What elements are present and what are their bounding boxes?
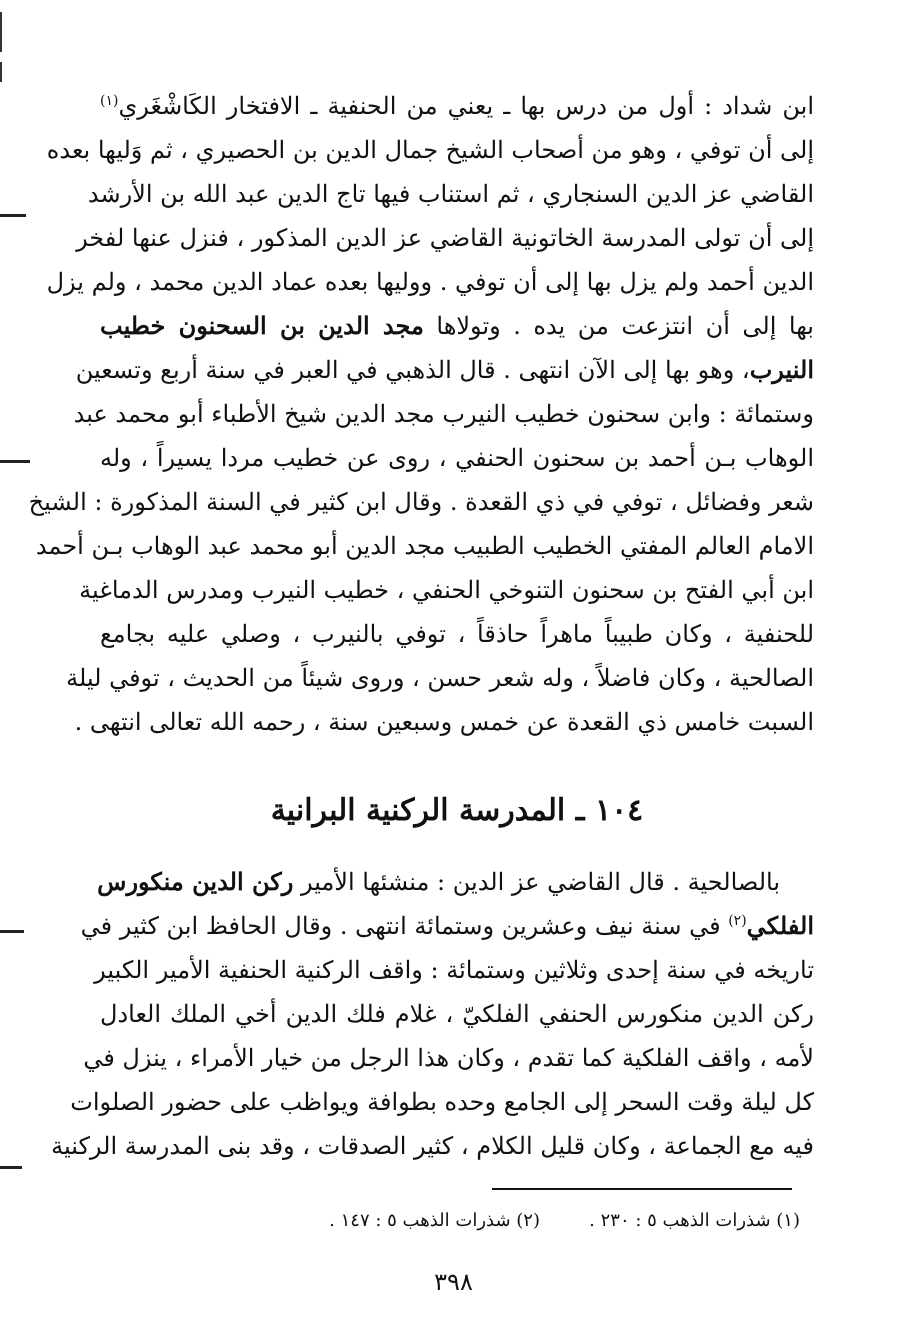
text-line: تاريخه في سنة إحدى وثلاثين وستمائة : واقف الركنية الحنفية الأمير الكبير [94, 956, 814, 984]
text-line: للحنفية ، وكان طبيباً ماهراً حاذقاً ، توفي بالنيرب ، وصلي عليه بجامع [100, 620, 814, 648]
text-line: فيه مع الجماعة ، وكان قليل الكلام ، كثير الصدقات ، وقد بنى المدرسة الركنية [51, 1132, 814, 1160]
text-line: كل ليلة وقت السحر إلى الجامع وحده بطوافة ويواظب على حضور الصلوات [70, 1088, 814, 1116]
text-line: شعر وفضائل ، توفي في ذي القعدة . وقال ابن كثير في السنة المذكورة : الشيخ [28, 488, 814, 516]
text-line: الوهاب بـن أحمد بن سحنون الحنفي ، روى عن خطيب مردا يسيراً ، وله [100, 444, 814, 472]
text-line: النيرب، وهو بها إلى الآن انتهى . قال الذهبي في العبر في سنة أربع وتسعين [75, 355, 814, 384]
text-line: بها إلى أن انتزعت من يده . وتولاها مجد الدين بن السحنون خطيب [100, 311, 814, 340]
text-line: الفلكي$^{(٢)}$ في سنة نيف وعشرين وستمائة انتهى . وقال الحافظ ابن كثير في [80, 911, 814, 940]
text-line: القاضي عز الدين السنجاري ، ثم استناب فيها تاج الدين عبد الله بن الأرشد [87, 180, 814, 208]
text-line: الصالحية ، وكان فاضلاً ، وله شعر حسن ، وروى شيئاً من الحديث ، توفي ليلة [66, 664, 814, 692]
bold-name: ركن الدين منكورس [97, 867, 294, 896]
scan-margin-mark [0, 460, 30, 463]
bold-name: مجد الدين بن السحنون خطيب [100, 311, 424, 340]
paragraph-1 [28, 84, 814, 744]
scan-margin-mark [0, 930, 24, 933]
text-line: ركن الدين منكورس الحنفي الفلكيّ ، غلام فلك الدين أخي الملك العادل [100, 1000, 814, 1028]
text-line: السبت خامس ذي القعدة عن خمس وسبعين سنة ، رحمه الله تعالى انتهى . [74, 708, 814, 736]
text-line: وستمائة : وابن سحنون خطيب النيرب مجد الدين شيخ الأطباء أبو محمد عبد [73, 400, 814, 428]
footnote-separator [492, 1188, 792, 1190]
footnote-1: (١) شذرات الذهب ٥ : ٢٣٠ . [589, 1210, 800, 1231]
text-line: إلى أن تولى المدرسة الخاتونية القاضي عز الدين المذكور ، فنزل عنها لفخر [76, 224, 814, 252]
scan-margin-mark [0, 1166, 22, 1169]
paragraph-2 [51, 860, 814, 1168]
bold-name: النيرب [749, 355, 814, 384]
page-number: ٣٩٨ [434, 1268, 473, 1296]
text-line: لأمه ، واقف الفلكية كما تقدم ، وكان هذا الرجل من خيار الأمراء ، ينزل في [83, 1044, 814, 1072]
footnote-ref: (٢) [728, 913, 747, 929]
scan-edge-bar [0, 12, 2, 52]
text-line: ابن شداد : أول من درس بها ـ يعني من الحنفية ـ الافتخار الكَاشْغَري$^{(١)}$ [100, 92, 814, 120]
footnote-ref: (١) [100, 93, 119, 109]
text-line: إلى أن توفي ، وهو من أصحاب الشيخ جمال الدين بن الحصيري ، ثم وَليها بعده [46, 136, 814, 164]
footnotes [190, 1206, 800, 1236]
section-heading: ١٠٤ ـ المدرسة الركنية البرانية [270, 793, 644, 828]
footnote-2: (٢) شذرات الذهب ٥ : ١٤٧ . [329, 1210, 540, 1231]
text-line: ابن أبي الفتح بن سحنون التنوخي الحنفي ، خطيب النيرب ومدرس الدماغية [79, 576, 814, 604]
bold-name: الفلكي [746, 911, 814, 940]
text-line: الدين أحمد ولم يزل بها إلى أن توفي . ووليها بعده عماد الدين محمد ، ولم يزل [46, 268, 814, 296]
text-line: الامام العالم المفتي الخطيب الطبيب مجد الدين أبو محمد عبد الوهاب بـن أحمد [35, 532, 814, 560]
scan-edge-bar [0, 62, 2, 82]
scan-margin-mark [0, 214, 26, 217]
text-line: بالصالحية . قال القاضي عز الدين : منشئها الأمير ركن الدين منكورس [97, 867, 780, 896]
